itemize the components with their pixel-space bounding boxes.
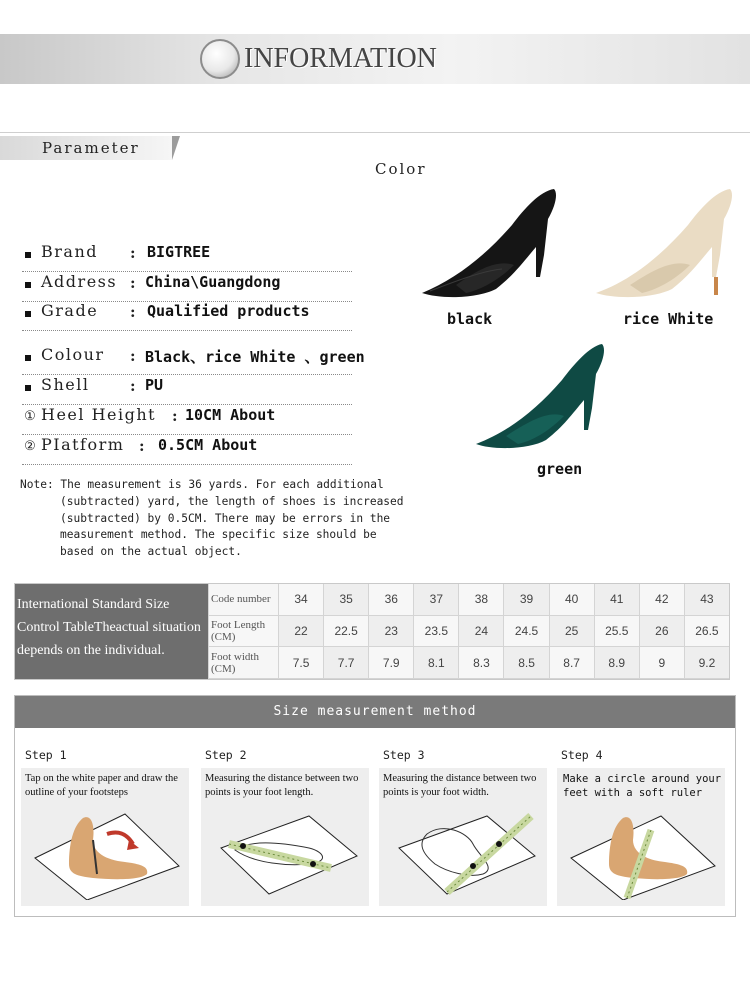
param-colon: : [172, 407, 178, 425]
table-cell: 9 [639, 647, 684, 679]
step-text: Make a circle around your feet with a soft ruler [563, 773, 722, 799]
table-cell: 8.3 [458, 647, 503, 679]
step-title: Step 3 [383, 748, 425, 762]
param-row-grade [22, 301, 352, 331]
table-cell: 7.7 [323, 647, 368, 679]
table-cell: 25.5 [594, 616, 639, 648]
step-text: Measuring the distance between two points is your foot length. [205, 773, 359, 798]
table-cell: 8.1 [413, 647, 458, 679]
note-line: (subtracted) yard, the length of shoes is increased [60, 494, 404, 508]
measurement-heading: Size measurement method [15, 696, 735, 728]
table-cell: 35 [323, 584, 368, 616]
color-heading: Color [375, 160, 427, 178]
param-value: Qualified products [147, 302, 310, 320]
parameter-heading: Parameter [42, 139, 140, 157]
circled-two-icon: ② [24, 439, 36, 454]
step-4 [551, 748, 727, 908]
tag-fold [172, 136, 180, 160]
size-grid [208, 584, 729, 679]
param-key: Grade [41, 301, 99, 320]
param-key: Address [41, 272, 118, 291]
param-row-heel-height [22, 405, 352, 435]
step-title: Step 1 [25, 748, 67, 762]
green-shoe-image [474, 340, 610, 450]
table-cell: 24 [458, 616, 503, 648]
table-cell: 34 [278, 584, 323, 616]
table-cell: 22 [278, 616, 323, 648]
param-colon: : [130, 244, 136, 262]
table-cell: 39 [503, 584, 548, 616]
step-text: Measuring the distance between two points is your foot width. [383, 773, 537, 798]
foot-length-ruler-icon [209, 804, 361, 900]
caption-line: International Standard Size [17, 597, 170, 612]
circled-one-icon: ① [24, 409, 36, 424]
step-panel [557, 768, 725, 906]
table-cell: 8.5 [503, 647, 548, 679]
foot-width-ruler-icon [387, 804, 539, 900]
row-header: Code number [208, 584, 278, 616]
step-3 [373, 748, 549, 908]
color-label-rice-white: rice White [623, 310, 714, 328]
table-cell: 7.9 [368, 647, 413, 679]
step-1 [15, 748, 191, 908]
row-header: Foot width (CM) [208, 647, 278, 679]
table-cell: 24.5 [503, 616, 548, 648]
step-panel [21, 768, 189, 906]
note-line: (subtracted) by 0.5CM. There may be errors in the [60, 511, 391, 525]
caption-line: depends on the individual. [17, 643, 165, 658]
param-colon: : [130, 347, 136, 365]
param-colon: : [139, 437, 145, 455]
step-2 [195, 748, 371, 908]
param-row-platform [22, 435, 352, 465]
step-title: Step 2 [205, 748, 247, 762]
param-value: 10CM About [185, 406, 276, 424]
param-row-address [22, 272, 352, 302]
divider [0, 132, 750, 133]
note-line: measurement method. The specific size should be [60, 528, 377, 542]
circle-icon [200, 39, 240, 79]
information-banner [0, 34, 750, 84]
param-key: Shell [41, 375, 90, 394]
table-cell: 22.5 [323, 616, 368, 648]
color-label-green: green [537, 460, 583, 478]
param-row-brand [22, 242, 352, 272]
black-shoe-image [416, 185, 562, 300]
page-title: INFORMATION [244, 43, 437, 74]
color-label-black: black [447, 310, 493, 328]
table-cell: 38 [458, 584, 503, 616]
step-title: Step 4 [561, 748, 603, 762]
measurement-note [20, 477, 420, 561]
param-value: Black、rice White 、green [145, 348, 365, 366]
table-cell: 23 [368, 616, 413, 648]
foot-circle-ruler-icon [565, 804, 717, 900]
param-value: PU [145, 376, 164, 394]
param-colon: : [130, 377, 136, 395]
note-line: based on the actual object. [60, 545, 242, 559]
table-cell: 25 [549, 616, 594, 648]
param-row-colour [22, 345, 365, 375]
measurement-section [14, 695, 736, 917]
table-cell: 36 [368, 584, 413, 616]
param-colon: : [130, 303, 136, 321]
step-text: Tap on the white paper and draw the outline of your footsteps [25, 773, 178, 798]
rice-white-shoe-image [594, 185, 736, 300]
table-cell: 9.2 [684, 647, 729, 679]
param-row-shell [22, 375, 352, 405]
size-table-caption [15, 584, 208, 679]
step-panel [379, 768, 547, 906]
table-cell: 43 [684, 584, 729, 616]
param-key: Heel Height [41, 405, 157, 424]
table-cell: 40 [549, 584, 594, 616]
param-key: Brand [41, 242, 98, 261]
foot-outline-icon [29, 804, 181, 900]
table-cell: 8.9 [594, 647, 639, 679]
table-cell: 42 [639, 584, 684, 616]
table-cell: 7.5 [278, 647, 323, 679]
param-key: PIatform [41, 435, 125, 454]
param-key: Colour [41, 345, 105, 364]
param-value: 0.5CM About [158, 436, 258, 454]
param-colon: : [130, 274, 136, 292]
table-cell: 37 [413, 584, 458, 616]
size-table [14, 583, 730, 680]
param-value: China\Guangdong [145, 273, 281, 291]
caption-line: Control TableTheactual situation [17, 620, 201, 635]
step-panel [201, 768, 369, 906]
table-cell: 26 [639, 616, 684, 648]
table-cell: 41 [594, 584, 639, 616]
note-lead: Note: The measurement is 36 yards. For each additional [20, 478, 384, 491]
table-cell: 23.5 [413, 616, 458, 648]
row-header: Foot Length (CM) [208, 616, 278, 648]
table-cell: 8.7 [549, 647, 594, 679]
table-cell: 26.5 [684, 616, 729, 648]
param-value: BIGTREE [147, 243, 211, 261]
